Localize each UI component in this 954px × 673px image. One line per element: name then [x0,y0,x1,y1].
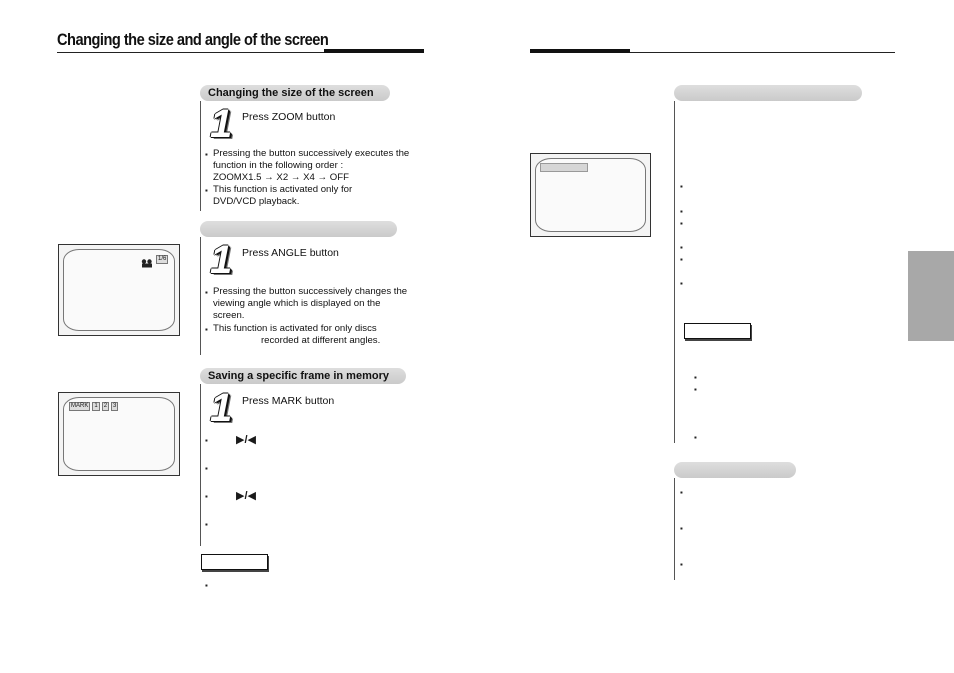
tv-screen-inner [535,158,646,232]
angle-section-header [200,221,397,237]
zoom-note-order: Pressing the button successively executes the function in the following order : ZOOMX1.5 → X2 → X4 → OFF [213,148,410,183]
mark-osd-number: 2 [103,403,108,409]
page-title: Changing the size and angle of the screen [57,30,329,49]
angle-osd-value: 1/6 [158,256,167,262]
zoom-step-number: 1 [210,102,231,146]
zoom-section-divider [200,101,201,211]
mark-step-number: 1 [210,386,231,430]
bullet-icon: ▪ [680,524,683,533]
angle-step-text: Press ANGLE button [242,247,339,259]
bullet-icon: ▪ [205,520,208,529]
mark-section-header: Saving a specific frame in memory [200,368,406,384]
angle-tv-screen [58,244,180,336]
note-label-box [201,554,268,570]
angle-note-viewing: Pressing the button successively changes the viewing angle which is displayed on the screen. [213,286,408,321]
mark-osd-number: 3 [113,403,117,409]
tv-screen-inner [63,249,175,331]
right-section-header-1 [674,85,862,101]
bullet-icon: ▪ [205,436,208,445]
bullet-icon: ▪ [205,150,208,159]
bullet-icon: ▪ [205,581,208,590]
mark-osd-label: MARK [71,403,89,409]
header-rule-right-accent [530,49,630,53]
bullet-icon: ▪ [680,488,683,497]
bullet-icon: ▪ [680,560,683,569]
mark-osd-number: 1 [94,403,98,409]
play-reverse-arrow-icon: ▶/◀ [236,434,256,446]
bullet-icon: ▪ [205,288,208,297]
bullet-icon: ▪ [205,492,208,501]
bullet-icon: ▪ [694,385,697,394]
tv-screen-inner [63,397,175,471]
right-section-divider-2 [674,478,675,580]
bullet-icon: ▪ [680,207,683,216]
bullet-icon: ▪ [680,279,683,288]
zoom-section-header: Changing the size of the screen [200,85,390,101]
bullet-icon: ▪ [205,186,208,195]
mark-step-text: Press MARK button [242,395,335,407]
play-reverse-arrow-icon: ▶/◀ [236,490,256,502]
bullet-icon: ▪ [680,255,683,264]
bullet-icon: ▪ [205,325,208,334]
mark-osd [69,402,118,411]
mark-section-divider [200,384,201,546]
camera-angle-icon [141,255,153,264]
bullet-icon: ▪ [680,182,683,191]
right-section-divider-1 [674,101,675,443]
note-label-box [684,323,751,339]
zoom-step-text: Press ZOOM button [242,111,336,123]
bullet-icon: ▪ [680,243,683,252]
bullet-icon: ▪ [205,464,208,473]
right-section-header-2 [674,462,796,478]
bullet-icon: ▪ [680,219,683,228]
right-tv-screen [530,153,651,237]
bullet-icon: ▪ [694,373,697,382]
osd-bar [540,163,588,172]
bullet-icon: ▪ [694,433,697,442]
angle-section-divider [200,237,201,355]
angle-note-discs: This function is activated for only discs recorded at different angles. [213,323,381,346]
angle-step-number: 1 [210,238,231,282]
chapter-tab [908,251,954,341]
mark-tv-screen [58,392,180,476]
zoom-note-dvd-vcd: This function is activated only for DVD/VCD playback. [213,184,353,207]
header-rule-left-accent [324,49,424,53]
